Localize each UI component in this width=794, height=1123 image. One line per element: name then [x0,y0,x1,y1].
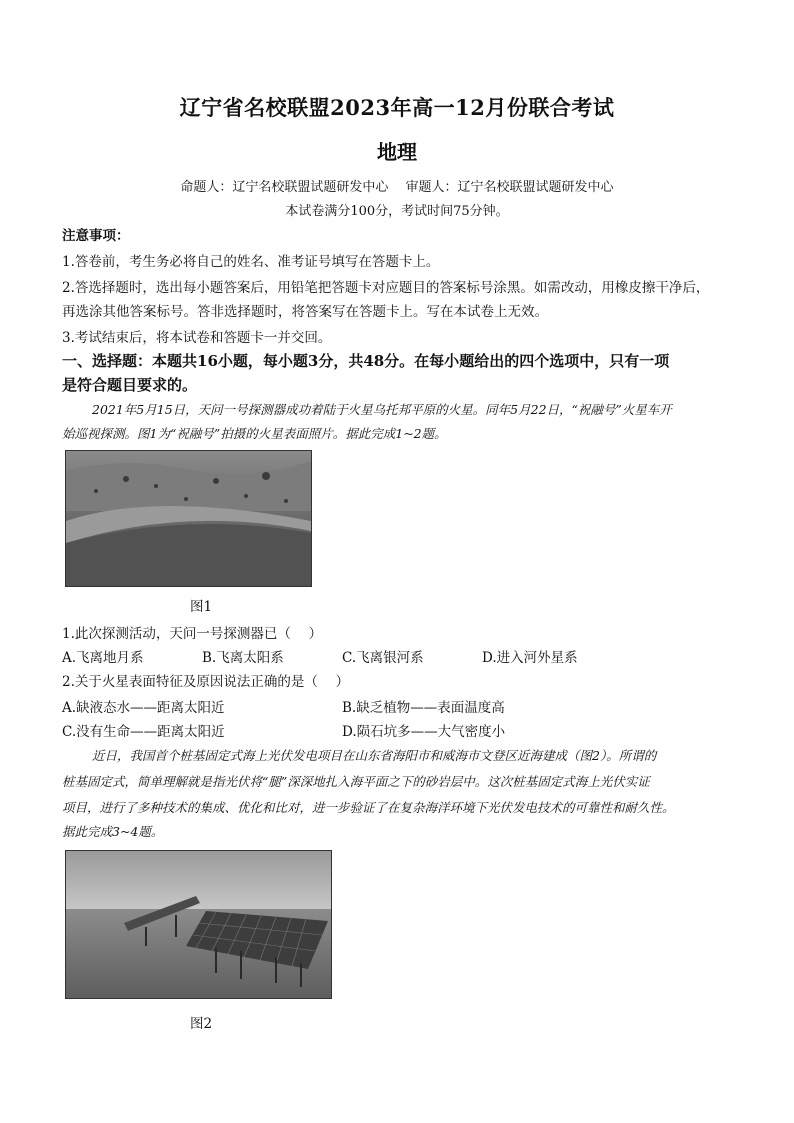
notes-heading: 注意事项： [62,228,130,244]
question-2-stem: 2.关于火星表面特征及原因说法正确的是（ ） [62,674,350,690]
question-2-option-d: D.陨石坑多——大气密度小 [342,724,506,740]
exam-title: 辽宁省名校联盟2023年高一12月份联合考试 [179,95,615,120]
figure-2-caption: 图2 [190,1016,213,1032]
subject-title: 地理 [377,140,417,164]
question-1-option-a: A.飞离地月系 [62,650,144,666]
mars-surface-image [66,451,311,586]
question-1-stem: 1.此次探测活动，天问一号探测器已（ ） [62,626,323,642]
authors-line: 命题人：辽宁名校联盟试题研发中心 审题人：辽宁名校联盟试题研发中心 [180,180,614,195]
passage-2-line: 桩基固定式，简单理解就是指光伏将“腿”深深地扎入海平面之下的砂岩层中。这次桩基固定式海上光伏实证 [62,774,650,789]
exam-info: 本试卷满分100分，考试时间75分钟。 [285,204,509,219]
passage-2-line: 项目，进行了多种技术的集成、优化和比对，进一步验证了在复杂海洋环境下光伏发电技术的可靠性和耐久性。 [62,800,675,815]
question-2-option-c: C.没有生命——距离太阳近 [62,724,225,740]
section-heading: 一、选择题：本题共16小题，每小题3分，共48分。在每小题给出的四个选项中，只有一项 [62,352,670,370]
question-2-option-a: A.缺液态水——距离太阳近 [62,700,225,716]
passage-2-line: 据此完成3~4题。 [62,824,164,839]
question-1-option-b: B.飞离太阳系 [202,650,284,666]
note-item: 1.答卷前，考生务必将自己的姓名、准考证号填写在答题卡上。 [62,254,440,270]
note-item: 2.答选择题时，选出每小题答案后，用铅笔把答题卡对应题目的答案标号涂黑。如需改动，用橡皮擦干净后， [62,280,710,296]
question-2-option-b: B.缺乏植物——表面温度高 [342,700,505,716]
question-1-option-d: D.进入河外星系 [482,650,578,666]
note-item: 3.考试结束后，将本试卷和答题卡一并交回。 [62,330,332,346]
passage-1-line: 始巡视探测。图1为“祝融号”拍摄的火星表面照片。据此完成1~2题。 [62,426,447,441]
figure-1-caption: 图1 [190,599,213,615]
figure-2-solar-photo [65,850,332,999]
question-1-option-c: C.飞离银河系 [342,650,424,666]
figure-1-mars-photo [65,450,312,587]
passage-1-line: 2021年5月15日，天问一号探测器成功着陆于火星乌托邦平原的火星。同年5月22日，“祝融号”火星车开 [92,402,672,417]
note-item: 再选涂其他答案标号。答非选择题时，将答案写在答题卡上。写在本试卷上无效。 [62,304,548,320]
passage-2-line: 近日，我国首个桩基固定式海上光伏发电项目在山东省海阳市和威海市文登区近海建成（图2）。所谓的 [92,748,657,763]
section-heading-cont: 是符合题目要求的。 [62,376,198,394]
offshore-solar-image [66,851,331,998]
